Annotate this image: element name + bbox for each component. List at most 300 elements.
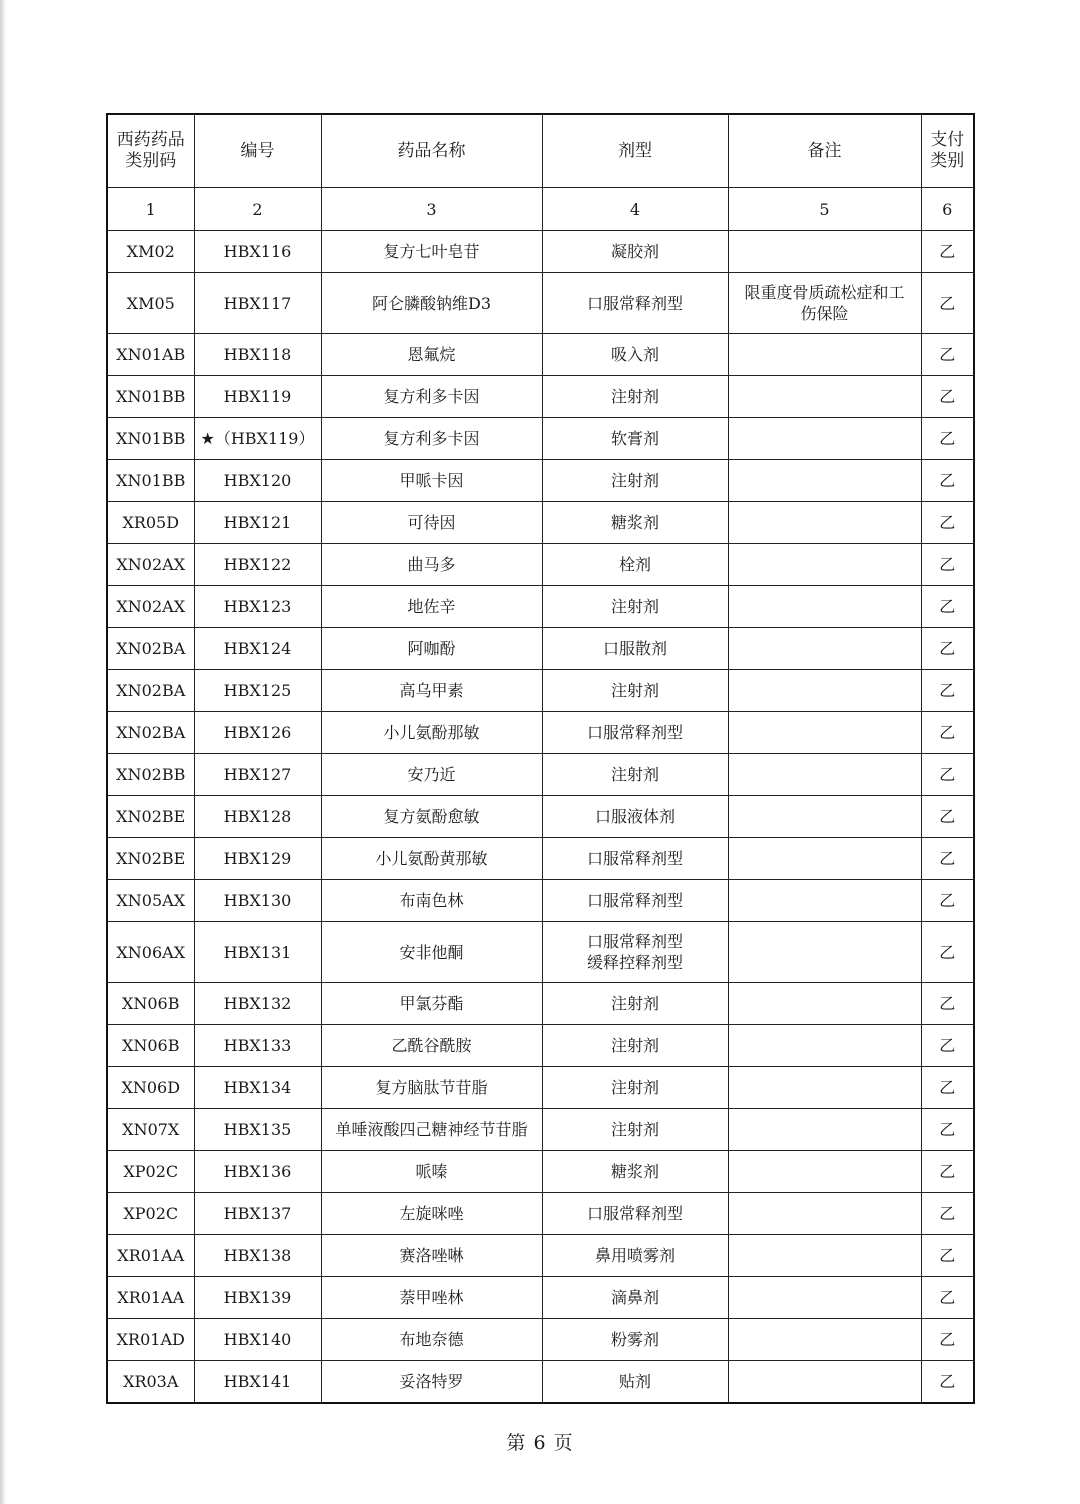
drug-name-cell	[321, 838, 542, 880]
number-cell	[194, 1067, 321, 1109]
cell-text: 滴鼻剂	[610, 1288, 659, 1307]
number-cell	[194, 1235, 321, 1277]
cell-text: XN02AX	[116, 555, 186, 574]
drug-name-cell	[321, 754, 542, 796]
remarks-cell	[728, 1067, 921, 1109]
category-code-cell	[107, 1319, 194, 1361]
cell-text: 凝胶剂	[610, 242, 659, 261]
remarks-cell	[728, 334, 921, 376]
table-row	[107, 1277, 974, 1319]
table-row	[107, 376, 974, 418]
header-text: 编号	[240, 140, 275, 161]
cell-text: 注射剂	[610, 681, 659, 700]
cell-text: 乙	[939, 429, 956, 448]
remarks-cell	[728, 544, 921, 586]
cell-text: XN06B	[121, 1036, 180, 1055]
cell-text: HBX135	[223, 1120, 292, 1139]
cell-text: 小儿氨酚黄那敏	[375, 849, 488, 868]
cell-text: HBX130	[223, 891, 292, 910]
table-row	[107, 1319, 974, 1361]
dosage-form-cell	[542, 1193, 728, 1235]
cell-text: 糖浆剂	[610, 1162, 659, 1181]
category-code-cell	[107, 1277, 194, 1319]
header-text: 支付 类别	[930, 130, 965, 171]
number-cell	[194, 983, 321, 1025]
dosage-form-cell	[542, 983, 728, 1025]
cell-text: 乙	[939, 1036, 956, 1055]
table-row	[107, 544, 974, 586]
remarks-cell	[728, 1025, 921, 1067]
cell-text: 口服常释剂型	[586, 849, 683, 868]
remarks-cell	[728, 586, 921, 628]
cell-text: HBX120	[223, 471, 292, 490]
cell-text: 注射剂	[610, 994, 659, 1013]
cell-text: 复方利多卡因	[383, 429, 480, 448]
category-code-cell	[107, 376, 194, 418]
payment-category-cell	[921, 273, 974, 334]
cell-text: XP02C	[123, 1204, 179, 1223]
dosage-form-cell	[542, 1361, 728, 1404]
cell-text: 复方氨酚愈敏	[383, 807, 480, 826]
dosage-form-cell	[542, 754, 728, 796]
payment-category-cell	[921, 838, 974, 880]
number-cell	[194, 418, 321, 460]
cell-text: 软膏剂	[610, 429, 659, 448]
category-code-cell	[107, 1193, 194, 1235]
payment-category-cell	[921, 1277, 974, 1319]
payment-category-cell	[921, 880, 974, 922]
drug-name-cell	[321, 1361, 542, 1404]
number-cell	[194, 712, 321, 754]
cell-text: XN02BE	[116, 807, 186, 826]
cell-text: ★（HBX119）	[200, 429, 315, 448]
cell-text: 吸入剂	[610, 345, 659, 364]
header-cell-number	[194, 114, 321, 188]
cell-text: 口服常释剂型	[586, 891, 683, 910]
cell-text: 注射剂	[610, 597, 659, 616]
column-number-cell: 1	[107, 188, 194, 231]
table-row	[107, 1235, 974, 1277]
remarks-cell	[728, 1277, 921, 1319]
payment-category-cell	[921, 1361, 974, 1404]
cell-text: 口服散剂	[602, 639, 667, 658]
payment-category-cell	[921, 334, 974, 376]
drug-name-cell	[321, 712, 542, 754]
category-code-cell	[107, 460, 194, 502]
table-row	[107, 1193, 974, 1235]
cell-text: HBX118	[223, 345, 292, 364]
drug-name-cell	[321, 670, 542, 712]
cell-text: XN01AB	[116, 345, 186, 364]
number-cell	[194, 1193, 321, 1235]
number-cell	[194, 670, 321, 712]
remarks-cell	[728, 1109, 921, 1151]
remarks-cell	[728, 1151, 921, 1193]
cell-text: 注射剂	[610, 1120, 659, 1139]
drug-name-cell	[321, 418, 542, 460]
cell-text: 赛洛唑啉	[399, 1246, 464, 1265]
number-cell	[194, 880, 321, 922]
remarks-cell	[728, 502, 921, 544]
payment-category-cell	[921, 376, 974, 418]
column-number-cell: 6	[921, 188, 974, 231]
cell-text: HBX121	[223, 513, 292, 532]
cell-text: 萘甲唑林	[399, 1288, 464, 1307]
cell-text: 乙	[939, 891, 956, 910]
category-code-cell	[107, 796, 194, 838]
drug-name-cell	[321, 1319, 542, 1361]
cell-text: XN02BA	[116, 681, 186, 700]
category-code-cell	[107, 712, 194, 754]
cell-text: HBX140	[223, 1330, 292, 1349]
number-cell	[194, 796, 321, 838]
dosage-form-cell	[542, 712, 728, 754]
cell-text: 乙	[939, 765, 956, 784]
cell-text: 哌嗪	[415, 1162, 448, 1181]
table-row	[107, 273, 974, 334]
cell-text: 地佐辛	[407, 597, 456, 616]
number-cell	[194, 1109, 321, 1151]
cell-text: XP02C	[123, 1162, 179, 1181]
cell-text: XN06AX	[116, 942, 186, 962]
table-row	[107, 880, 974, 922]
cell-text: 乙	[939, 597, 956, 616]
table-row	[107, 1361, 974, 1404]
dosage-form-cell	[542, 1235, 728, 1277]
drug-name-cell	[321, 880, 542, 922]
cell-text: 注射剂	[610, 1036, 659, 1055]
drug-name-cell	[321, 922, 542, 983]
category-code-cell	[107, 880, 194, 922]
table-row	[107, 922, 974, 983]
cell-text: 高乌甲素	[399, 681, 464, 700]
remarks-cell	[728, 922, 921, 983]
table-row	[107, 754, 974, 796]
dosage-form-cell	[542, 1025, 728, 1067]
cell-text: 口服液体剂	[594, 807, 675, 826]
remarks-cell	[728, 796, 921, 838]
payment-category-cell	[921, 586, 974, 628]
remarks-cell	[728, 376, 921, 418]
column-number-cell: 3	[321, 188, 542, 231]
cell-text: 乙酰谷酰胺	[391, 1036, 472, 1055]
cell-text: 乙	[939, 681, 956, 700]
cell-text: XN01BB	[116, 429, 186, 448]
cell-text: 乙	[939, 555, 956, 574]
payment-category-cell	[921, 983, 974, 1025]
column-number-cell: 4	[542, 188, 728, 231]
number-cell	[194, 502, 321, 544]
dosage-form-cell	[542, 334, 728, 376]
category-code-cell	[107, 1361, 194, 1404]
cell-text: XR01AA	[117, 1246, 185, 1265]
dosage-form-cell	[542, 460, 728, 502]
category-code-cell	[107, 754, 194, 796]
cell-text: HBX116	[223, 242, 292, 261]
table-row	[107, 1067, 974, 1109]
header-cell-remarks	[728, 114, 921, 188]
payment-category-cell	[921, 1193, 974, 1235]
header-text: 备注	[807, 140, 842, 161]
number-cell	[194, 754, 321, 796]
cell-text: HBX129	[223, 849, 292, 868]
cell-text: 复方七叶皂苷	[383, 242, 480, 261]
column-number-cell: 5	[728, 188, 921, 231]
cell-text: 乙	[939, 807, 956, 826]
table-row	[107, 1151, 974, 1193]
payment-category-cell	[921, 1319, 974, 1361]
number-cell	[194, 1025, 321, 1067]
cell-text: XN06B	[121, 994, 180, 1013]
drug-name-cell	[321, 586, 542, 628]
cell-text: 小儿氨酚那敏	[383, 723, 480, 742]
drug-name-cell	[321, 460, 542, 502]
cell-text: XN01BB	[116, 471, 186, 490]
cell-text: 阿咖酚	[407, 639, 456, 658]
drug-name-cell	[321, 502, 542, 544]
category-code-cell	[107, 983, 194, 1025]
cell-text: 乙	[939, 242, 956, 261]
number-cell	[194, 1361, 321, 1404]
category-code-cell	[107, 628, 194, 670]
payment-category-cell	[921, 502, 974, 544]
table-row	[107, 838, 974, 880]
number-cell	[194, 273, 321, 334]
remarks-cell	[728, 1319, 921, 1361]
dosage-form-cell	[542, 418, 728, 460]
cell-text: 安乃近	[407, 765, 456, 784]
remarks-cell	[728, 628, 921, 670]
drug-name-cell	[321, 1109, 542, 1151]
cell-text: HBX127	[223, 765, 292, 784]
dosage-form-cell	[542, 1151, 728, 1193]
cell-text: 布地奈德	[399, 1330, 464, 1349]
drug-name-cell	[321, 544, 542, 586]
category-code-cell	[107, 670, 194, 712]
number-cell	[194, 460, 321, 502]
category-code-cell	[107, 838, 194, 880]
cell-text: 口服常释剂型 缓释控释剂型	[586, 932, 683, 972]
table-row	[107, 670, 974, 712]
drug-name-cell	[321, 334, 542, 376]
cell-text: HBX126	[223, 723, 292, 742]
cell-text: 乙	[939, 639, 956, 658]
cell-text: 口服常释剂型	[586, 293, 683, 313]
cell-text: HBX141	[223, 1372, 292, 1391]
cell-text: HBX138	[223, 1246, 292, 1265]
payment-category-cell	[921, 544, 974, 586]
cell-text: XN07X	[122, 1120, 180, 1139]
payment-category-cell	[921, 628, 974, 670]
drug-name-cell	[321, 1277, 542, 1319]
remarks-cell	[728, 273, 921, 334]
header-text: 西药药品 类别码	[116, 130, 185, 171]
cell-text: 乙	[939, 471, 956, 490]
table-row	[107, 983, 974, 1025]
drug-name-cell	[321, 1151, 542, 1193]
cell-text: HBX122	[223, 555, 292, 574]
remarks-cell	[728, 712, 921, 754]
cell-text: 乙	[939, 849, 956, 868]
header-cell-payment-category	[921, 114, 974, 188]
cell-text: HBX131	[223, 942, 292, 962]
table-row	[107, 418, 974, 460]
cell-text: 乙	[939, 345, 956, 364]
cell-text: XN05AX	[116, 891, 186, 910]
number-cell	[194, 376, 321, 418]
remarks-cell	[728, 754, 921, 796]
number-cell	[194, 231, 321, 273]
category-code-cell	[107, 1109, 194, 1151]
cell-text: HBX134	[223, 1078, 292, 1097]
header-row	[107, 114, 974, 188]
cell-text: HBX128	[223, 807, 292, 826]
cell-text: HBX125	[223, 681, 292, 700]
cell-text: 复方脑肽节苷脂	[375, 1078, 488, 1097]
table-row	[107, 231, 974, 273]
cell-text: HBX124	[223, 639, 292, 658]
category-code-cell	[107, 1067, 194, 1109]
payment-category-cell	[921, 1067, 974, 1109]
drug-name-cell	[321, 983, 542, 1025]
number-cell	[194, 922, 321, 983]
cell-text: 乙	[939, 1204, 956, 1223]
remarks-cell	[728, 460, 921, 502]
payment-category-cell	[921, 796, 974, 838]
category-code-cell	[107, 586, 194, 628]
number-cell	[194, 838, 321, 880]
cell-text: 单唾液酸四己糖神经节苷脂	[335, 1120, 528, 1139]
cell-text: HBX133	[223, 1036, 292, 1055]
cell-text: 乙	[939, 723, 956, 742]
cell-text: 注射剂	[610, 1078, 659, 1097]
cell-text: 恩氟烷	[407, 345, 456, 364]
dosage-form-cell	[542, 231, 728, 273]
column-number-row	[107, 188, 974, 231]
payment-category-cell	[921, 1109, 974, 1151]
cell-text: XN02AX	[116, 597, 186, 616]
drug-name-cell	[321, 1067, 542, 1109]
cell-text: 乙	[939, 1162, 956, 1181]
category-code-cell	[107, 1235, 194, 1277]
table-row	[107, 796, 974, 838]
number-cell	[194, 1277, 321, 1319]
dosage-form-cell	[542, 1319, 728, 1361]
remarks-cell	[728, 880, 921, 922]
dosage-form-cell	[542, 796, 728, 838]
cell-text: 乙	[939, 387, 956, 406]
cell-text: 乙	[939, 942, 956, 962]
dosage-form-cell	[542, 628, 728, 670]
cell-text: 栓剂	[618, 555, 651, 574]
table-row	[107, 1109, 974, 1151]
cell-text: 注射剂	[610, 387, 659, 406]
cell-text: 安非他酮	[399, 942, 464, 962]
cell-text: HBX123	[223, 597, 292, 616]
dosage-form-cell	[542, 586, 728, 628]
cell-text: HBX119	[223, 387, 292, 406]
cell-text: 甲哌卡因	[399, 471, 464, 490]
category-code-cell	[107, 922, 194, 983]
dosage-form-cell	[542, 922, 728, 983]
cell-text: 注射剂	[610, 765, 659, 784]
dosage-form-cell	[542, 273, 728, 334]
category-code-cell	[107, 334, 194, 376]
payment-category-cell	[921, 231, 974, 273]
drug-name-cell	[321, 1025, 542, 1067]
category-code-cell	[107, 502, 194, 544]
dosage-form-cell	[542, 1277, 728, 1319]
header-cell-category-code	[107, 114, 194, 188]
header-cell-drug-name	[321, 114, 542, 188]
table-row	[107, 502, 974, 544]
cell-text: 布南色林	[399, 891, 464, 910]
category-code-cell	[107, 273, 194, 334]
dosage-form-cell	[542, 544, 728, 586]
drug-name-cell	[321, 628, 542, 670]
table-row	[107, 628, 974, 670]
number-cell	[194, 586, 321, 628]
cell-text: 左旋咪唑	[399, 1204, 464, 1223]
dosage-form-cell	[542, 880, 728, 922]
cell-text: HBX117	[223, 293, 292, 313]
payment-category-cell	[921, 418, 974, 460]
cell-text: XR01AA	[117, 1288, 185, 1307]
dosage-form-cell	[542, 1067, 728, 1109]
table-body	[107, 114, 974, 1403]
payment-category-cell	[921, 712, 974, 754]
cell-text: XN02BE	[116, 849, 186, 868]
cell-text: 阿仑膦酸钠维D3	[371, 293, 491, 313]
drug-name-cell	[321, 796, 542, 838]
remarks-cell	[728, 670, 921, 712]
column-number-cell: 2	[194, 188, 321, 231]
cell-text: 妥洛特罗	[399, 1372, 464, 1391]
payment-category-cell	[921, 1151, 974, 1193]
cell-text: XM05	[126, 293, 175, 313]
remarks-cell	[728, 231, 921, 273]
payment-category-cell	[921, 1235, 974, 1277]
cell-text: XN02BB	[116, 765, 186, 784]
cell-text: 糖浆剂	[610, 513, 659, 532]
drug-name-cell	[321, 1193, 542, 1235]
cell-text: 甲氯芬酯	[399, 994, 464, 1013]
number-cell	[194, 334, 321, 376]
payment-category-cell	[921, 922, 974, 983]
table-row	[107, 1025, 974, 1067]
dosage-form-cell	[542, 376, 728, 418]
cell-text: 乙	[939, 1372, 956, 1391]
cell-text: XN06D	[121, 1078, 181, 1097]
cell-text: HBX139	[223, 1288, 292, 1307]
payment-category-cell	[921, 670, 974, 712]
page-edge-shadow	[0, 0, 6, 1504]
cell-text: XR01AD	[116, 1330, 185, 1349]
drug-name-cell	[321, 376, 542, 418]
cell-text: 乙	[939, 293, 956, 313]
remarks-cell	[728, 1193, 921, 1235]
header-text: 剂型	[618, 140, 652, 161]
cell-text: 粉雾剂	[610, 1330, 659, 1349]
table-row	[107, 586, 974, 628]
dosage-form-cell	[542, 838, 728, 880]
remarks-cell	[728, 983, 921, 1025]
remarks-cell	[728, 1235, 921, 1277]
number-cell	[194, 1319, 321, 1361]
payment-category-cell	[921, 754, 974, 796]
remarks-cell	[728, 418, 921, 460]
category-code-cell	[107, 544, 194, 586]
